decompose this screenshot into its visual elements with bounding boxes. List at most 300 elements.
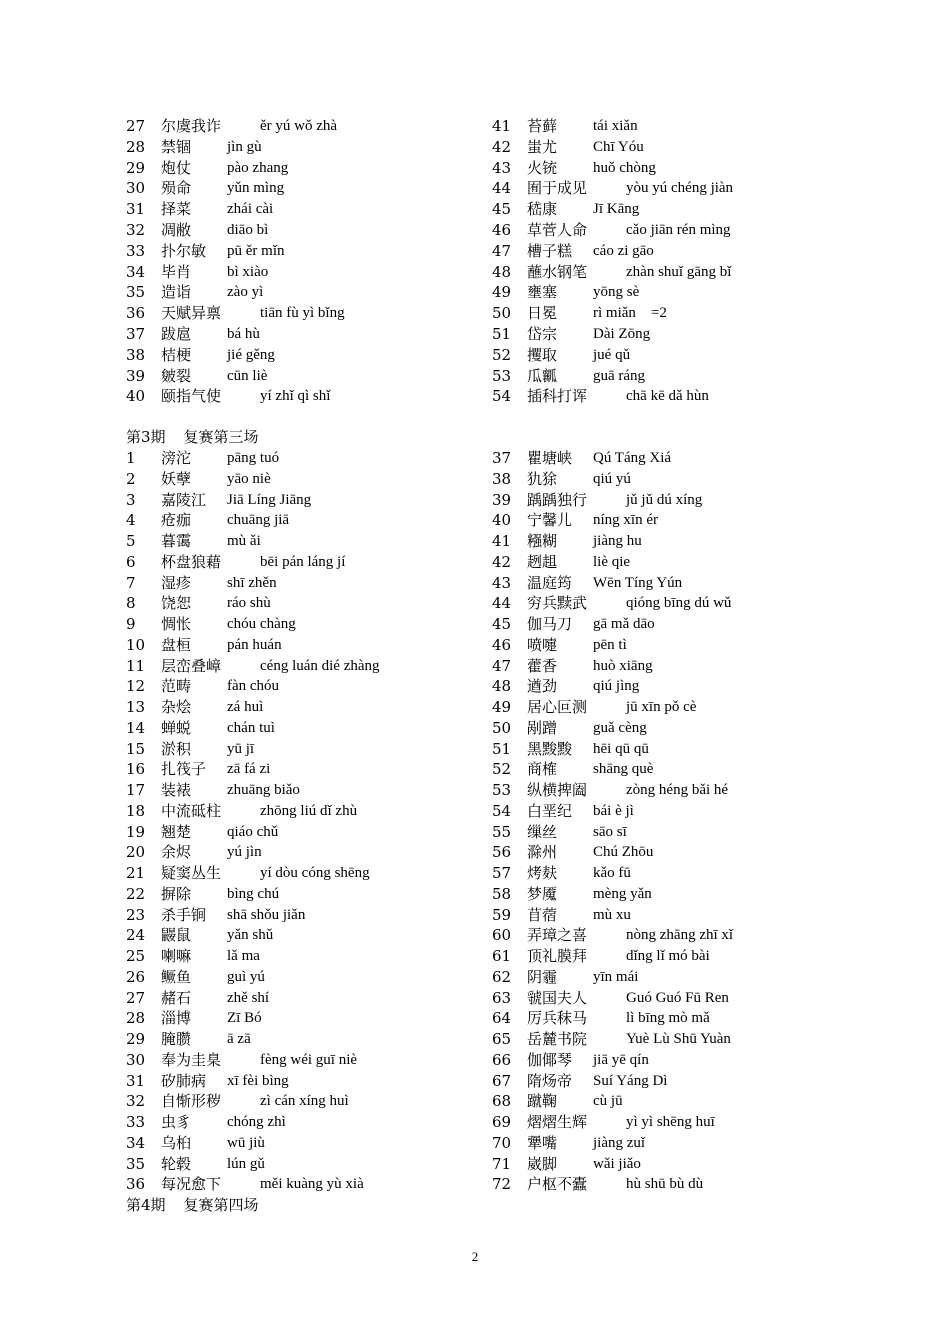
entry-word: 宁馨儿 — [527, 511, 573, 530]
entry-word: 杯盘狼藉 — [161, 552, 222, 571]
entry-pinyin: yì yì shēng huī — [626, 1114, 715, 1130]
entry-pinyin: qiú yú — [593, 470, 631, 487]
entry-number: 3 — [126, 490, 136, 509]
entry-word: 虫豸 — [161, 1113, 192, 1131]
entry-word: 蘸水钢笔 — [527, 262, 588, 281]
entry-number: 69 — [492, 1113, 512, 1131]
entry-pinyin: bá hù — [227, 326, 260, 342]
entry-pinyin: zhái cài — [227, 201, 274, 218]
entry-number: 19 — [126, 822, 146, 841]
entry-number: 31 — [126, 200, 146, 219]
entry-word: 插科打诨 — [527, 387, 588, 406]
entry-word: 温庭筠 — [527, 573, 573, 592]
entry-word: 攫取 — [527, 345, 558, 364]
entry-number: 65 — [492, 1030, 512, 1048]
entry-word: 禁锢 — [161, 137, 192, 156]
entry-number: 58 — [492, 884, 512, 903]
entry-number: 53 — [492, 366, 512, 385]
entry-word: 缫丝 — [527, 822, 558, 841]
entry-pinyin: bì xiào — [227, 263, 269, 280]
entry-pinyin: liè qie — [593, 553, 631, 570]
entry-number: 41 — [492, 532, 512, 550]
entry-word: 滂沱 — [161, 449, 192, 467]
entry-number: 49 — [492, 698, 512, 716]
entry-pinyin: yòu yú chéng jiàn — [626, 180, 734, 197]
entry-pinyin: rì miǎn =2 — [593, 305, 667, 322]
entry-number: 54 — [492, 801, 512, 820]
entry-number: 27 — [126, 988, 146, 1007]
entry-number: 42 — [492, 137, 512, 156]
entry-word: 天赋异禀 — [161, 304, 222, 323]
entry-pinyin: qiáo chǔ — [227, 823, 279, 840]
entry-number: 54 — [492, 387, 512, 406]
entry-pinyin: mù ǎi — [227, 533, 261, 549]
entry-number: 57 — [492, 864, 512, 882]
entry-word: 居心叵测 — [527, 698, 588, 716]
entry-number: 11 — [126, 656, 146, 675]
entry-word: 择菜 — [161, 200, 192, 219]
entry-word: 苜蓿 — [527, 905, 558, 924]
entry-pinyin: chā kē dǎ hùn — [626, 388, 709, 405]
entry-pinyin: bìng chú — [227, 885, 280, 902]
entry-word: 隋炀帝 — [527, 1071, 573, 1090]
entry-pinyin: zhōng liú dǐ zhù — [260, 802, 358, 819]
entry-word: 遒劲 — [527, 677, 558, 696]
entry-word: 淄博 — [161, 1009, 192, 1028]
entry-number: 37 — [492, 449, 512, 467]
entry-word: 蝉蜕 — [161, 718, 192, 737]
section-heading-issue-4 — [126, 1195, 259, 1216]
entry-number: 2 — [126, 469, 136, 488]
entry-pinyin: cūn liè — [227, 367, 268, 384]
entry-pinyin: Chī Yóu — [593, 138, 644, 155]
entry-number: 38 — [492, 469, 512, 488]
entry-word: 每况愈下 — [161, 1175, 222, 1194]
entry-word: 惆怅 — [161, 615, 192, 633]
entry-pinyin: yí zhǐ qì shǐ — [260, 388, 331, 405]
entry-number: 40 — [126, 387, 146, 406]
page-number: 2 — [471, 1249, 479, 1264]
entry-word: 矽肺病 — [161, 1071, 207, 1090]
entry-number: 52 — [492, 345, 512, 364]
entry-number: 55 — [492, 822, 512, 841]
entry-pinyin: pēn tì — [593, 636, 627, 653]
entry-pinyin: chán tuì — [227, 719, 275, 736]
entry-word: 藿香 — [527, 656, 558, 675]
entry-number: 46 — [492, 635, 512, 654]
entry-number: 16 — [126, 760, 146, 779]
entry-pinyin: gā mǎ dāo — [593, 616, 655, 632]
entry-number: 34 — [126, 1133, 146, 1152]
entry-number: 14 — [126, 718, 146, 737]
entry-word: 中流砥柱 — [161, 801, 222, 820]
entry-number: 39 — [126, 366, 146, 385]
entry-number: 47 — [492, 656, 512, 675]
entry-pinyin: Zī Bó — [227, 1010, 262, 1027]
entry-number: 61 — [492, 947, 512, 965]
entry-word: 崴脚 — [527, 1154, 558, 1173]
entry-pinyin: fàn chóu — [227, 678, 280, 695]
entry-word: 范畴 — [161, 677, 192, 696]
entry-word: 伽马刀 — [527, 615, 573, 633]
entry-word: 顶礼膜拜 — [527, 947, 588, 965]
entry-number: 47 — [492, 241, 512, 260]
entry-pinyin: cù jū — [593, 1093, 623, 1110]
entry-word: 腌臜 — [161, 1030, 192, 1048]
entry-number: 44 — [492, 594, 512, 613]
entry-pinyin: huǒ chòng — [593, 159, 656, 176]
entry-number: 1 — [126, 449, 136, 467]
entry-pinyin: ráo shù — [227, 595, 271, 612]
entry-pinyin: pāng tuó — [227, 450, 280, 466]
entry-number: 46 — [492, 221, 512, 239]
entry-pinyin: zhàn shuǐ gāng bǐ — [626, 263, 732, 280]
entry-number: 32 — [126, 1092, 146, 1111]
entry-pinyin: zhuāng biǎo — [227, 782, 300, 798]
entry-number: 9 — [126, 615, 136, 633]
entry-number: 45 — [492, 200, 512, 219]
entry-number: 32 — [126, 221, 146, 239]
entry-number: 10 — [126, 635, 146, 654]
entry-word: 湿疹 — [161, 573, 192, 592]
entry-word: 户枢不蠹 — [527, 1175, 588, 1194]
entry-number: 33 — [126, 1113, 146, 1131]
entry-word: 喇嘛 — [161, 947, 192, 965]
section-heading-issue-3 — [126, 427, 259, 448]
entry-number: 36 — [126, 304, 146, 323]
entry-pinyin: zhě shí — [227, 989, 270, 1006]
entry-pinyin: lǎ ma — [227, 948, 260, 964]
entry-number: 42 — [492, 552, 512, 571]
entry-word: 穷兵黩武 — [527, 594, 588, 613]
entry-word: 蹴鞠 — [527, 1092, 558, 1111]
entry-pinyin: bái è jì — [593, 802, 634, 819]
entry-word: 淤积 — [161, 739, 192, 758]
entry-pinyin: jiā yē qín — [593, 1051, 649, 1068]
entry-pinyin: Wēn Tíng Yún — [593, 574, 683, 591]
entry-number: 64 — [492, 1009, 512, 1028]
entry-number: 5 — [126, 532, 136, 550]
entry-number: 38 — [126, 345, 146, 364]
entry-pinyin: bēi pán láng jí — [260, 553, 346, 570]
entry-pinyin: yīn mái — [593, 968, 639, 985]
entry-number: 35 — [126, 1154, 146, 1173]
entry-pinyin: mèng yǎn — [593, 885, 652, 902]
entry-number: 48 — [492, 677, 512, 696]
entry-pinyin: guā ráng — [593, 367, 646, 384]
entry-number: 66 — [492, 1050, 512, 1069]
entry-pinyin: dǐng lǐ mó bài — [626, 948, 710, 964]
entry-number: 63 — [492, 988, 512, 1007]
entry-number: 28 — [126, 137, 146, 156]
entry-pinyin: chóu chàng — [227, 616, 296, 632]
entry-word: 趔趄 — [527, 552, 558, 571]
entry-pinyin: qiú jìng — [593, 678, 640, 695]
entry-pinyin: yǔn mìng — [227, 180, 285, 197]
entry-pinyin: tiān fù yì bǐng — [260, 305, 345, 322]
entry-word: 杂烩 — [161, 698, 192, 716]
entry-word: 余烬 — [161, 843, 192, 862]
entry-word: 妖孽 — [161, 469, 192, 488]
entry-pinyin: yǎn shǔ — [227, 927, 274, 944]
entry-number: 13 — [126, 698, 146, 716]
entry-word: 疮痂 — [161, 511, 192, 530]
entry-word: 暮霭 — [161, 532, 192, 550]
entry-word: 颐指气使 — [161, 387, 222, 406]
issue-title: 复赛第四场 — [183, 1196, 259, 1214]
entry-word: 糨糊 — [527, 532, 558, 550]
entry-pinyin: Jī Kāng — [593, 201, 640, 218]
entry-number: 26 — [126, 967, 146, 986]
entry-word: 喷嚏 — [527, 635, 558, 654]
entry-pinyin: Qú Táng Xiá — [593, 450, 672, 466]
entry-pinyin: ěr yú wǒ zhà — [260, 118, 338, 134]
entry-word: 弄璋之喜 — [527, 926, 588, 945]
entry-word: 踽踽独行 — [527, 490, 588, 509]
entry-pinyin: huò xiāng — [593, 657, 653, 674]
entry-word: 盘桓 — [161, 635, 192, 654]
entry-number: 33 — [126, 241, 146, 260]
entry-pinyin: yōng sè — [593, 284, 640, 301]
entry-number: 39 — [492, 490, 512, 509]
entry-word: 扑尔敏 — [161, 241, 207, 260]
entry-word: 翘楚 — [161, 822, 192, 841]
entry-word: 嘉陵江 — [161, 490, 207, 509]
entry-word: 扎筏子 — [161, 760, 207, 779]
entry-word: 黑黢黢 — [527, 739, 573, 758]
entry-pinyin: jū xīn pǒ cè — [626, 699, 697, 715]
entry-number: 34 — [126, 262, 146, 281]
entry-number: 40 — [492, 511, 512, 530]
entry-number: 6 — [126, 552, 136, 571]
entry-number: 37 — [126, 325, 146, 343]
entry-word: 凋敝 — [161, 221, 192, 239]
entry-pinyin: shā shǒu jiǎn — [227, 906, 306, 923]
entry-number: 71 — [492, 1154, 512, 1173]
entry-word: 熠熠生辉 — [527, 1113, 588, 1131]
entry-word: 槽子糕 — [527, 241, 573, 260]
entry-number: 44 — [492, 179, 512, 198]
entry-pinyin: Yuè Lù Shū Yuàn — [626, 1031, 731, 1047]
entry-pinyin: diāo bì — [227, 222, 269, 238]
entry-pinyin: měi kuàng yù xià — [260, 1176, 364, 1193]
entry-number: 56 — [492, 843, 512, 862]
entry-number: 43 — [492, 573, 512, 592]
entry-number: 35 — [126, 283, 146, 302]
entry-number: 4 — [126, 511, 136, 530]
entry-number: 51 — [492, 325, 512, 343]
entry-number: 25 — [126, 947, 146, 965]
entry-pinyin: Guó Guó Fū Ren — [626, 989, 729, 1006]
entry-word: 自惭形秽 — [161, 1092, 222, 1111]
entry-word: 伽倻琴 — [527, 1050, 573, 1069]
entry-pinyin: lún gǔ — [227, 1155, 265, 1172]
entry-number: 36 — [126, 1175, 146, 1194]
entry-word: 桔梗 — [161, 345, 192, 364]
issue-label: 第3期 — [126, 428, 166, 446]
entry-pinyin: tái xiǎn — [593, 118, 638, 134]
entry-pinyin: jìn gù — [227, 138, 262, 155]
entry-number: 30 — [126, 179, 146, 198]
entry-pinyin: Suí Yáng Dì — [593, 1072, 668, 1089]
entry-pinyin: guì yú — [227, 968, 265, 985]
entry-pinyin: jué qǔ — [593, 346, 631, 363]
entry-pinyin: Dài Zōng — [593, 326, 651, 342]
entry-word: 奉为圭臬 — [161, 1050, 222, 1069]
entry-number: 50 — [492, 718, 512, 737]
entry-pinyin: pū ěr mǐn — [227, 242, 285, 259]
entry-word: 纵横捭阖 — [527, 781, 588, 799]
issue-title: 复赛第三场 — [183, 428, 259, 446]
entry-word: 犟嘴 — [527, 1133, 558, 1152]
entry-number: 29 — [126, 158, 146, 177]
entry-pinyin: níng xīn ér — [593, 512, 658, 529]
entry-pinyin: céng luán dié zhàng — [260, 657, 380, 674]
entry-number: 28 — [126, 1009, 146, 1028]
entry-number: 41 — [492, 117, 512, 135]
entry-number: 24 — [126, 926, 146, 945]
entry-pinyin: yāo niè — [227, 470, 271, 487]
entry-pinyin: jǔ jǔ dú xíng — [626, 491, 703, 508]
entry-pinyin: qióng bīng dú wǔ — [626, 595, 732, 612]
entry-number: 27 — [126, 117, 146, 135]
entry-word: 疑窦丛生 — [161, 864, 222, 882]
entry-pinyin: nòng zhāng zhī xǐ — [626, 927, 734, 944]
entry-number: 72 — [492, 1175, 512, 1194]
entry-pinyin: kǎo fū — [593, 865, 631, 881]
entry-word: 剐蹭 — [527, 718, 558, 737]
entry-number: 43 — [492, 158, 512, 177]
entry-word: 殒命 — [161, 179, 192, 198]
entry-pinyin: zā fá zi — [227, 761, 271, 778]
entry-pinyin: lì bīng mò mǎ — [626, 1010, 710, 1027]
entry-word: 层峦叠嶂 — [161, 656, 222, 675]
entry-word: 瓜瓤 — [527, 366, 558, 385]
entry-number: 15 — [126, 739, 146, 758]
entry-word: 鳜鱼 — [161, 967, 192, 986]
entry-word: 厉兵秣马 — [527, 1009, 588, 1028]
entry-number: 20 — [126, 843, 146, 862]
entry-word: 跋扈 — [161, 325, 192, 343]
entry-word: 毕肖 — [161, 262, 192, 281]
entry-number: 51 — [492, 739, 512, 758]
entry-number: 23 — [126, 905, 146, 924]
entry-number: 52 — [492, 760, 512, 779]
entry-pinyin: cáo zi gāo — [593, 242, 654, 259]
entry-pinyin: zào yì — [227, 284, 264, 301]
entry-pinyin: shāng què — [593, 761, 654, 778]
entry-word: 瞿塘峡 — [527, 449, 573, 467]
entry-number: 70 — [492, 1133, 512, 1152]
entry-word: 火铳 — [527, 158, 558, 177]
entry-pinyin: jiàng hu — [593, 533, 642, 549]
entry-pinyin: sāo sī — [593, 823, 627, 840]
entry-word: 阴霾 — [527, 967, 558, 986]
entry-pinyin: Jiā Líng Jiāng — [227, 491, 312, 508]
entry-number: 67 — [492, 1071, 512, 1090]
entry-number: 17 — [126, 781, 146, 799]
entry-number: 22 — [126, 884, 146, 903]
entry-word: 壅塞 — [527, 283, 558, 302]
entry-word: 造诣 — [161, 283, 192, 302]
entry-word: 装裱 — [161, 781, 192, 799]
entry-word: 滁州 — [527, 843, 558, 862]
entry-number: 31 — [126, 1071, 146, 1090]
entry-word: 饶恕 — [161, 594, 192, 613]
entry-number: 62 — [492, 967, 512, 986]
entry-pinyin: yū jī — [227, 740, 255, 757]
entry-word: 虢国夫人 — [527, 988, 588, 1007]
entry-number: 68 — [492, 1092, 512, 1111]
entry-pinyin: jié gěng — [227, 346, 275, 363]
entry-word: 岱宗 — [527, 325, 558, 343]
entry-pinyin: wū jiù — [227, 1134, 265, 1151]
entry-number: 45 — [492, 615, 512, 633]
entry-pinyin: chóng zhì — [227, 1114, 286, 1130]
entry-pinyin: pào zhang — [227, 159, 289, 176]
entry-number: 18 — [126, 801, 146, 820]
entry-word: 苔藓 — [527, 117, 558, 135]
entry-pinyin: wǎi jiǎo — [593, 1155, 641, 1172]
entry-pinyin: zòng héng bǎi hé — [626, 782, 729, 798]
entry-number: 59 — [492, 905, 512, 924]
entry-pinyin: shī zhěn — [227, 574, 277, 591]
entry-pinyin: yí dòu cóng shēng — [260, 865, 370, 881]
entry-word: 嵇康 — [527, 200, 558, 219]
entry-pinyin: guǎ cèng — [593, 719, 647, 736]
entry-pinyin: hēi qū qū — [593, 740, 649, 757]
entry-pinyin: ā zā — [227, 1031, 251, 1047]
entry-word: 白垩纪 — [527, 801, 573, 820]
entry-number: 8 — [126, 594, 136, 613]
entry-word: 轮毂 — [161, 1154, 192, 1173]
entry-word: 鼹鼠 — [161, 926, 192, 945]
entry-number: 21 — [126, 864, 146, 882]
entry-pinyin: fèng wéi guī niè — [260, 1051, 358, 1068]
entry-word: 杀手锏 — [161, 905, 207, 924]
entry-word: 赭石 — [161, 988, 192, 1007]
entry-word: 尔虞我诈 — [161, 117, 222, 135]
entry-pinyin: zì cán xíng huì — [260, 1093, 349, 1110]
entry-number: 60 — [492, 926, 512, 945]
entry-word: 囿于成见 — [527, 179, 588, 198]
entry-pinyin: xī fèi bìng — [227, 1072, 289, 1089]
entry-number: 50 — [492, 304, 512, 323]
entry-pinyin: hù shū bù dù — [626, 1176, 704, 1193]
entry-number: 53 — [492, 781, 512, 799]
entry-pinyin: zá huì — [227, 699, 264, 715]
entry-word: 岳麓书院 — [527, 1030, 588, 1048]
entry-number: 48 — [492, 262, 512, 281]
entry-word: 商榷 — [527, 760, 558, 779]
entry-word: 烤麸 — [527, 864, 558, 882]
entry-pinyin: pán huán — [227, 636, 282, 653]
entry-word: 皴裂 — [161, 366, 192, 385]
entry-number: 7 — [126, 573, 136, 592]
entry-pinyin: Chú Zhōu — [593, 844, 654, 861]
entry-pinyin: mù xu — [593, 906, 631, 923]
entry-pinyin: chuāng jiā — [227, 512, 290, 529]
entry-word: 乌桕 — [161, 1133, 192, 1152]
entry-word: 日冕 — [527, 304, 558, 323]
entry-word: 草菅人命 — [527, 221, 588, 239]
issue-label: 第4期 — [126, 1196, 166, 1214]
entry-number: 49 — [492, 283, 512, 302]
entry-pinyin: jiàng zuǐ — [593, 1134, 646, 1151]
entry-pinyin: cǎo jiān rén mìng — [626, 222, 731, 238]
entry-word: 犰狳 — [527, 469, 558, 488]
entry-pinyin: yú jìn — [227, 844, 262, 861]
